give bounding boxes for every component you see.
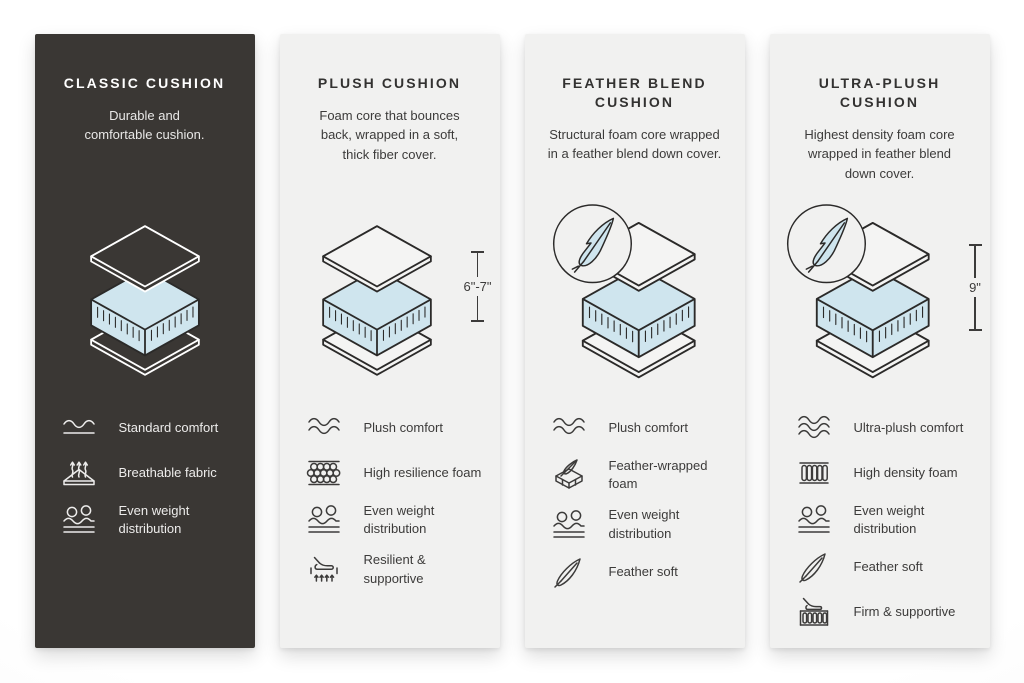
card-ultra-plush-cushion bbox=[770, 34, 990, 648]
feather-icon bbox=[551, 556, 587, 588]
feature-label: Ultra-plush comfort bbox=[853, 419, 964, 435]
feature-list bbox=[525, 412, 745, 601]
cushion-illustration bbox=[525, 196, 745, 400]
feature-label: Feather-wrapped foam bbox=[608, 458, 708, 492]
measure-line bbox=[974, 246, 976, 278]
card-title: FEATHER BLEND CUSHION bbox=[562, 75, 707, 110]
cushion-layers-icon bbox=[298, 216, 456, 380]
feature-row bbox=[551, 556, 745, 588]
feature-row bbox=[796, 412, 990, 444]
measure-cap bbox=[471, 320, 484, 322]
card-header bbox=[280, 34, 500, 192]
card-description: Foam core that bounces back, wrapped in a soft, thick fiber cover. bbox=[319, 107, 460, 162]
height-measurement bbox=[463, 251, 491, 322]
card-header bbox=[770, 34, 990, 192]
feature-row bbox=[796, 502, 990, 538]
triple-wave-icon bbox=[796, 412, 832, 444]
feature-label: Breathable fabric bbox=[118, 464, 217, 480]
measure-line bbox=[974, 297, 976, 329]
feature-row bbox=[61, 457, 255, 489]
feature-label: Even weight distribution bbox=[608, 507, 680, 541]
cushion-illustration bbox=[770, 196, 990, 400]
feature-label: Even weight distribution bbox=[118, 503, 190, 537]
measure-label: 6"-7" bbox=[463, 279, 492, 294]
feature-row bbox=[551, 457, 745, 493]
card-description: Durable and comfortable cushion. bbox=[84, 107, 205, 143]
even-weight-distribution-icon bbox=[61, 504, 97, 536]
feature-label: Even weight distribution bbox=[853, 503, 925, 537]
cushion-layers-icon bbox=[66, 216, 224, 380]
feature-label: Feather soft bbox=[608, 563, 678, 579]
feature-label: Even weight distribution bbox=[363, 503, 435, 537]
feature-row bbox=[551, 506, 745, 542]
feature-row bbox=[306, 551, 500, 587]
even-weight-distribution-icon bbox=[551, 509, 587, 541]
feature-row bbox=[306, 412, 500, 444]
feature-row bbox=[306, 457, 500, 489]
high-density-foam-icon bbox=[796, 457, 832, 489]
card-description: Highest density foam core wrapped in feather blend down cover. bbox=[804, 126, 955, 181]
feature-row bbox=[551, 412, 745, 444]
height-measurement bbox=[969, 244, 982, 331]
high-resilience-foam-icon bbox=[306, 457, 342, 489]
feather-wrapped-foam-icon bbox=[551, 459, 587, 491]
feature-list bbox=[280, 412, 500, 601]
card-title: ULTRA-PLUSH CUSHION bbox=[818, 75, 941, 110]
card-feather-blend-cushion bbox=[525, 34, 745, 648]
card-title: PLUSH CUSHION bbox=[317, 75, 462, 91]
card-header bbox=[35, 34, 255, 192]
resilient-supportive-icon bbox=[306, 554, 342, 586]
card-header bbox=[525, 34, 745, 192]
card-plush-cushion bbox=[280, 34, 500, 648]
card-title: CLASSIC CUSHION bbox=[63, 75, 226, 91]
feature-label: Plush comfort bbox=[363, 419, 443, 435]
cushion-layers-feather-icon bbox=[783, 202, 955, 384]
feature-list bbox=[35, 412, 255, 551]
feature-label: High density foam bbox=[853, 464, 958, 480]
measure-cap bbox=[969, 329, 982, 331]
cushion-illustration bbox=[280, 196, 500, 400]
measure-line bbox=[477, 296, 479, 320]
measure-line bbox=[477, 253, 479, 277]
even-weight-distribution-icon bbox=[306, 504, 342, 536]
feature-label: Plush comfort bbox=[608, 419, 688, 435]
feather-icon bbox=[796, 551, 832, 583]
even-weight-distribution-icon bbox=[796, 504, 832, 536]
feature-label: Feather soft bbox=[853, 559, 923, 575]
feature-list bbox=[770, 412, 990, 641]
feature-label: Resilient & supportive bbox=[363, 552, 426, 586]
double-wave-icon bbox=[306, 412, 342, 444]
feature-label: Standard comfort bbox=[118, 419, 219, 435]
breathable-fabric-icon bbox=[61, 457, 97, 489]
feature-row bbox=[61, 412, 255, 444]
cushion-layers-feather-icon bbox=[549, 202, 721, 384]
feature-row bbox=[796, 596, 990, 628]
single-wave-icon bbox=[61, 412, 97, 444]
feature-row bbox=[796, 457, 990, 489]
card-classic-cushion bbox=[35, 34, 255, 648]
feature-label: Firm & supportive bbox=[853, 604, 956, 620]
feature-row bbox=[306, 502, 500, 538]
feature-label: High resilience foam bbox=[363, 464, 482, 480]
firm-supportive-icon bbox=[796, 596, 832, 628]
cushion-illustration bbox=[35, 196, 255, 400]
feature-row bbox=[796, 551, 990, 583]
feature-row bbox=[61, 502, 255, 538]
measure-label: 9" bbox=[969, 280, 981, 295]
double-wave-icon bbox=[551, 412, 587, 444]
card-description: Structural foam core wrapped in a feather blend down cover. bbox=[547, 126, 722, 162]
